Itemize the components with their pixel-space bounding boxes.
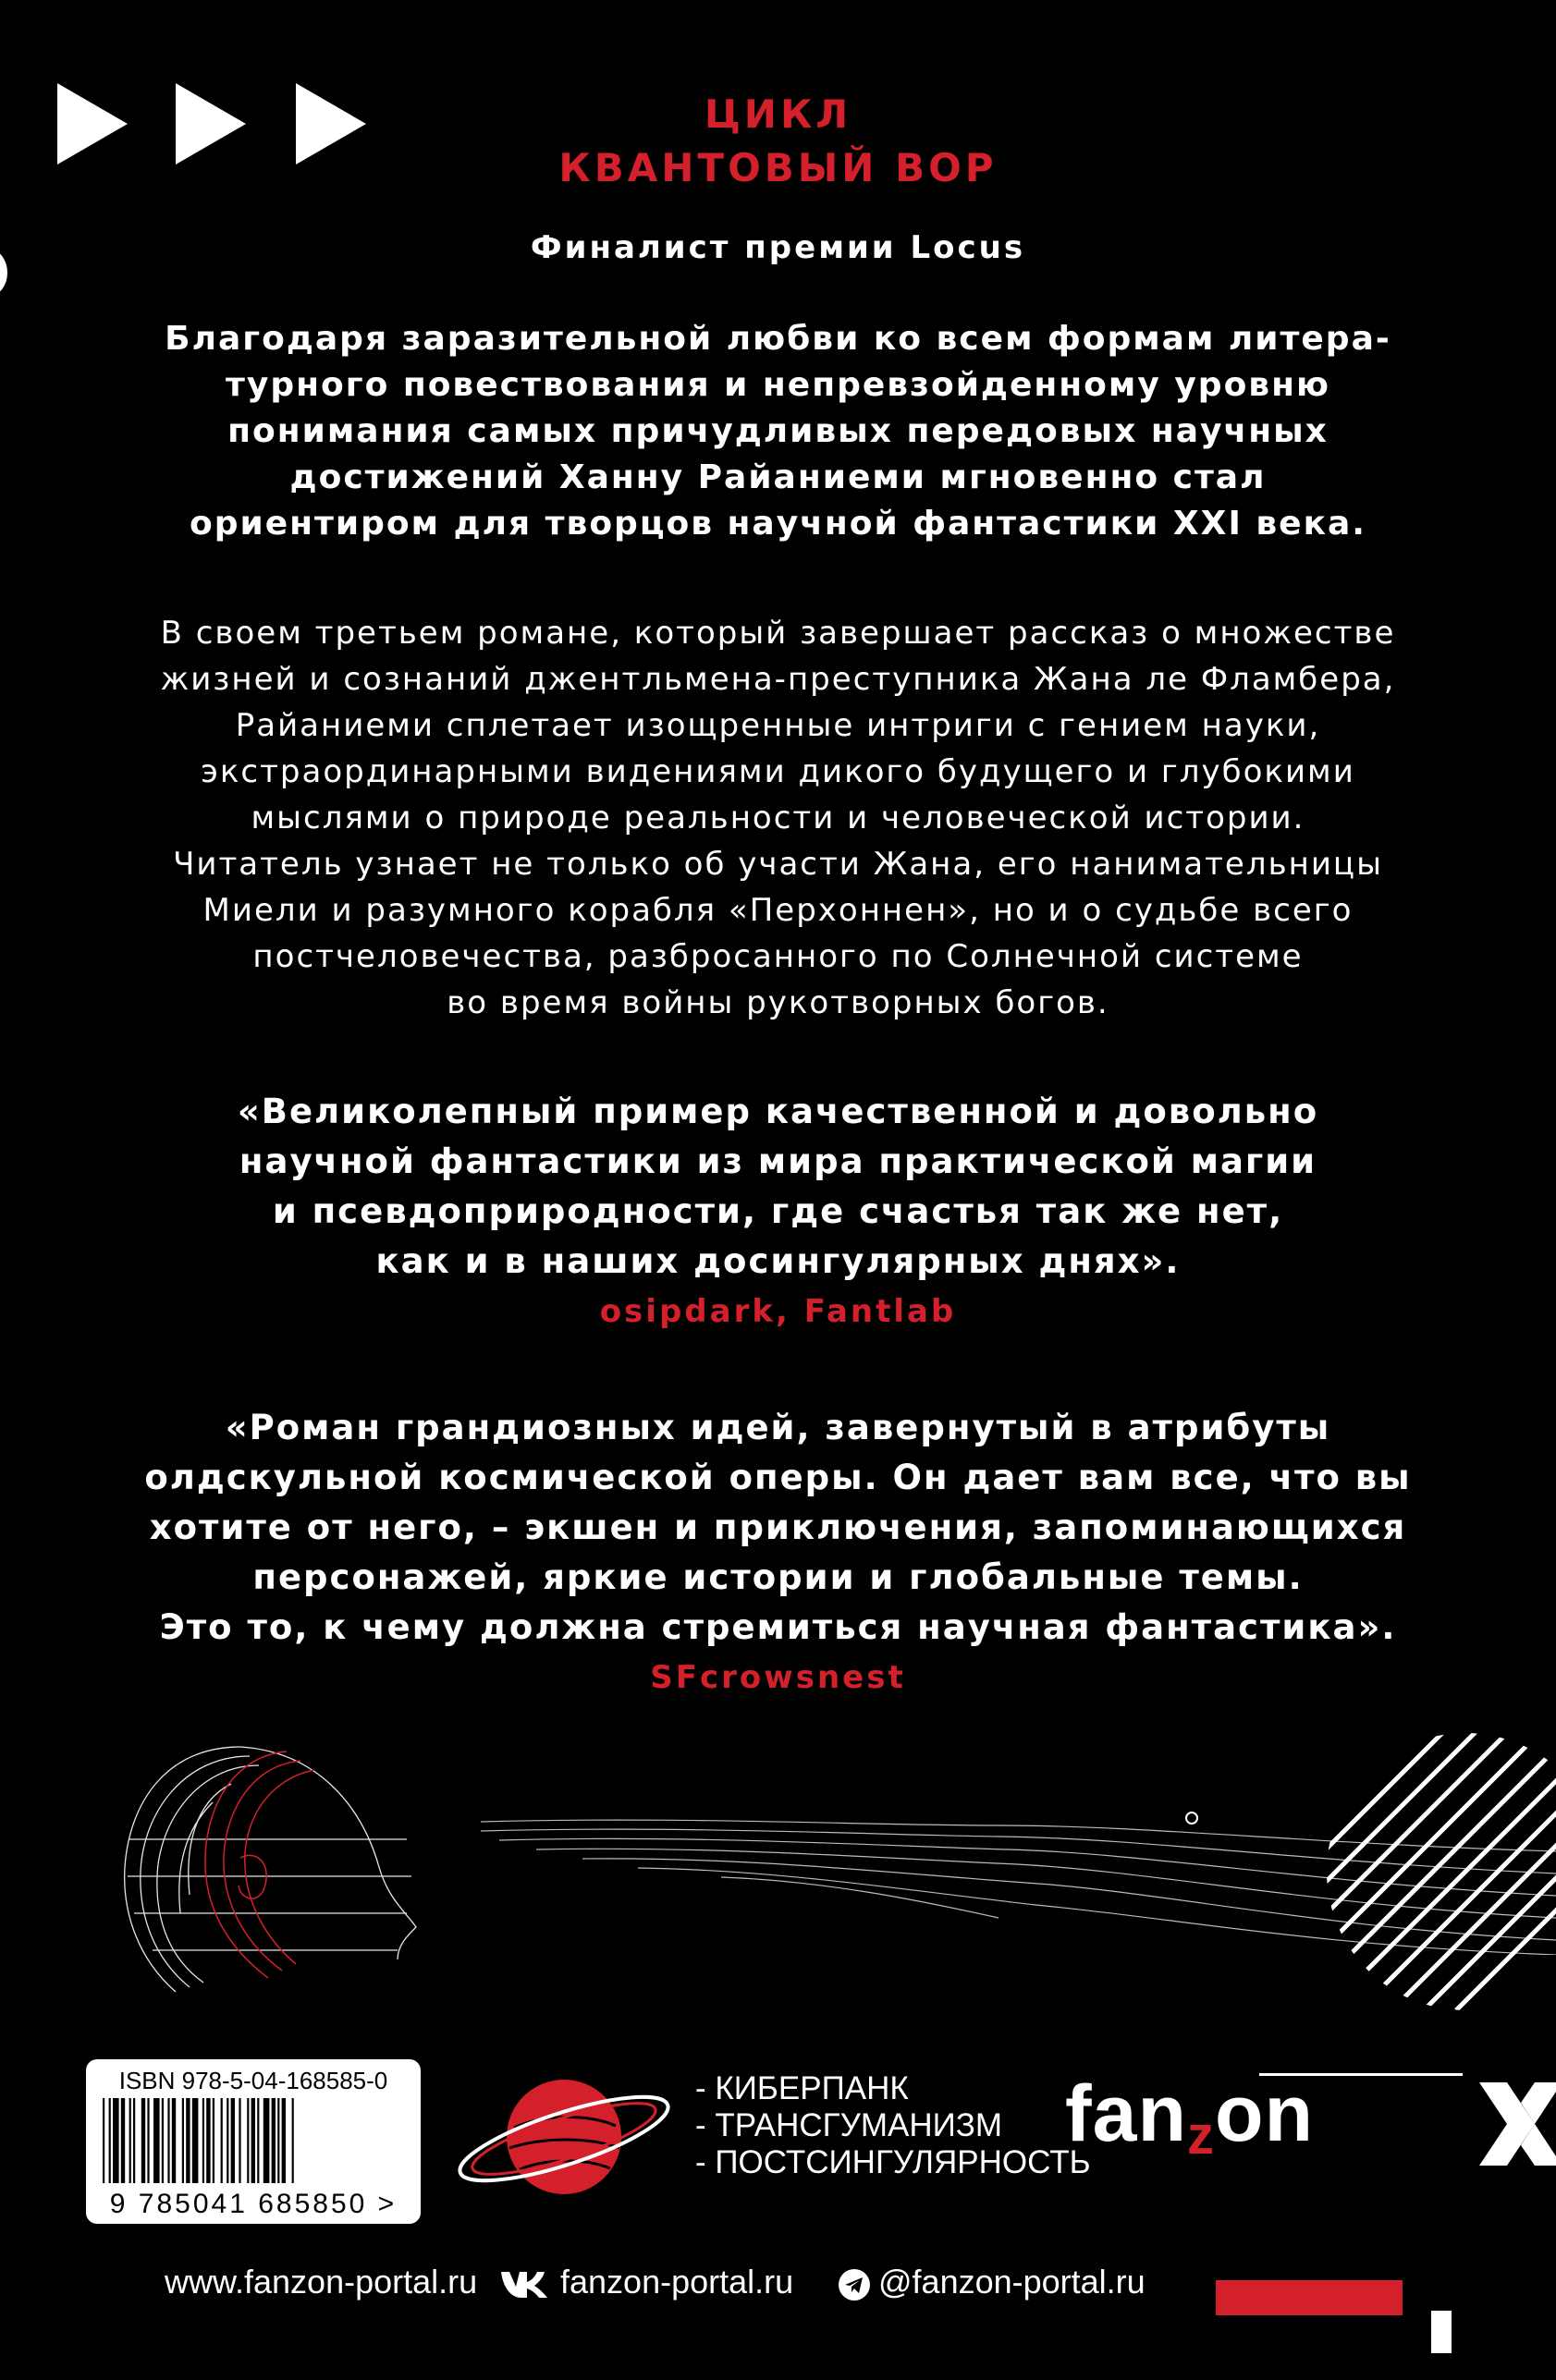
intro-paragraph [0, 316, 1556, 547]
description-paragraph [0, 610, 1556, 1026]
barcode-bar [221, 2098, 223, 2183]
series-name: КВАНТОВЫЙ ВОР [558, 145, 998, 190]
vk-icon [499, 2270, 549, 2300]
x-mark-icon [1479, 2082, 1556, 2166]
description-line: Миели и разумного корабля «Перхоннен», но и о судьбе всего [202, 892, 1354, 929]
planet-icon [451, 2063, 678, 2211]
barcode-bar [227, 2098, 228, 2183]
quote-source: SFcrowsnest [650, 1659, 906, 1696]
striped-circle-decoration [1322, 1724, 1556, 2020]
barcode-bar [162, 2098, 164, 2183]
barcode-bars [103, 2098, 404, 2183]
barcode-bar [186, 2098, 190, 2183]
barcode-bar [172, 2098, 176, 2183]
barcode-bar [109, 2098, 111, 2183]
barcode-bar [202, 2098, 204, 2183]
logo-text: on [1215, 2069, 1315, 2158]
genre-item: - ТРАНСГУМАНИЗМ [695, 2107, 1003, 2143]
white-accent-block [1431, 2311, 1452, 2353]
publisher-logo [1065, 2069, 1315, 2166]
intro-line: понимания самых причудливых передовых научных [227, 412, 1329, 450]
barcode-bar [167, 2098, 169, 2183]
intro-line: ориентиром для творцов научной фантастики XXI века. [190, 505, 1366, 543]
barcode-bar [103, 2098, 104, 2183]
intro-line: турного повествования и непревзойденному уровню [226, 366, 1330, 404]
quote-line: «Великолепный пример качественной и довольно [237, 1092, 1319, 1131]
barcode-number: 9 785041 685850 > [109, 2189, 398, 2219]
description-line: В своем третьем романе, который завершает рассказ о множестве [160, 615, 1396, 652]
barcode-bar [133, 2098, 135, 2183]
quote-line: хотите от него, – экшен и приключения, запоминающихся [149, 1507, 1407, 1547]
barcode-bar [282, 2098, 286, 2183]
genre-item: - КИБЕРПАНК [695, 2070, 909, 2106]
red-accent-bar [1216, 2280, 1403, 2315]
barcode-bar [263, 2098, 270, 2183]
quote-line: «Роман грандиозных идей, завернутый в атрибуты [225, 1408, 1331, 1447]
barcode-bar [272, 2098, 276, 2183]
description-line: во время войны рукотворных богов. [447, 984, 1109, 1021]
vk-link[interactable]: fanzon-portal.ru [560, 2263, 794, 2301]
isbn-label: ISBN 978-5-04-168585-0 [118, 2067, 388, 2094]
barcode-bar [147, 2098, 149, 2183]
barcode-bar [277, 2098, 279, 2183]
quote-two [0, 1403, 1556, 1703]
quote-line: Это то, к чему должна стремиться научная фантастика». [159, 1607, 1397, 1647]
barcode-bar [213, 2098, 214, 2183]
barcode-bar [257, 2098, 259, 2183]
barcode-bar [153, 2098, 160, 2183]
genre-item: - ПОСТСИНГУЛЯРНОСТЬ [695, 2144, 1091, 2180]
description-line: Райаниеми сплетает изощренные интриги с гением науки, [235, 707, 1321, 744]
award-line: Финалист премии Locus [530, 229, 1026, 266]
quote-line: персонажей, яркие истории и глобальные темы. [252, 1557, 1304, 1597]
barcode-bar [192, 2098, 199, 2183]
quote-one [0, 1087, 1556, 1336]
genre-list [695, 2070, 1091, 2181]
quote-line: научной фантастики из мира практической магии [239, 1141, 1317, 1181]
description-line: постчеловечества, разбросанного по Солнечной системе [252, 938, 1304, 975]
barcode-bar [206, 2098, 210, 2183]
description-line: мыслями о природе реальности и человеческой истории. [251, 799, 1305, 836]
telegram-icon [838, 2268, 871, 2301]
series-title [0, 88, 1556, 195]
description-line: Читатель узнает не только об участи Жана, его нанимательницы [173, 846, 1383, 883]
quote-line: и псевдоприродности, где счастья так же нет, [272, 1191, 1284, 1231]
series-label: ЦИКЛ [704, 92, 852, 137]
barcode-bar [247, 2098, 249, 2183]
barcode-bar [141, 2098, 145, 2183]
barcode-bar [292, 2098, 294, 2183]
barcode-bar [251, 2098, 255, 2183]
footer-links [165, 2263, 477, 2301]
website-link[interactable]: www.fanzon-portal.ru [165, 2263, 478, 2301]
intro-line: Благодаря заразительной любви ко всем формам литера- [165, 320, 1391, 358]
quote-line: как и в наших досингулярных днях». [375, 1241, 1181, 1281]
description-line: жизней и сознаний джентльмена-преступника Жана ле Фламбера, [160, 661, 1396, 698]
intro-line: достижений Ханну Райаниеми мгновенно стал [289, 458, 1267, 496]
barcode-bar [113, 2098, 119, 2183]
barcode-bar [121, 2098, 125, 2183]
wireframe-heads-illustration [102, 1728, 435, 2006]
description-line: экстраординарными видениями дикого будущего и глубокими [201, 753, 1355, 790]
quote-source: osipdark, Fantlab [599, 1293, 957, 1330]
barcode-bar [182, 2098, 184, 2183]
logo-text: fan [1065, 2069, 1187, 2158]
logo-z: z [1187, 2105, 1215, 2166]
barcode-bar [129, 2098, 131, 2183]
barcode-bar [239, 2098, 240, 2183]
barcode [86, 2059, 421, 2224]
quote-line: олдскульной космической оперы. Он дает вам все, что вы [144, 1458, 1412, 1497]
telegram-link[interactable]: @fanzon-portal.ru [878, 2263, 1146, 2301]
barcode-bar [231, 2098, 235, 2183]
